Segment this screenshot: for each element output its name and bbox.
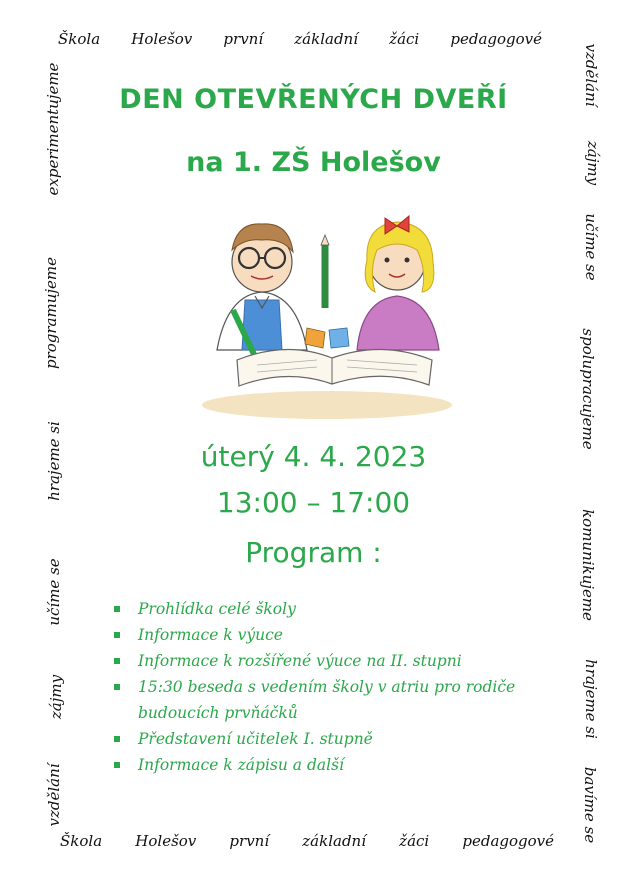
list-item: Prohlídka celé školy (112, 596, 542, 622)
border-bottom-words (60, 832, 554, 850)
border-word: zájmy (47, 674, 65, 720)
page-title: DEN OTEVŘENÝCH DVEŘÍ (119, 84, 508, 115)
border-word: základní (302, 832, 367, 850)
border-word: žáci (389, 30, 420, 48)
border-word: vzdělání (45, 763, 63, 827)
page-subtitle: na 1. ZŠ Holešov (186, 147, 441, 178)
border-word: komunikujeme (579, 509, 597, 621)
list-item: Informace k výuce (112, 622, 542, 648)
list-item: Informace k rozšířené výuce na II. stupni (112, 648, 542, 674)
children-reading-book-illustration (197, 200, 467, 425)
event-time: 13:00 – 17:00 (216, 486, 411, 519)
event-date: úterý 4. 4. 2023 (200, 440, 427, 473)
border-word: programujeme (42, 256, 60, 370)
border-word: bavíme se (581, 766, 599, 844)
border-word: zájmy (584, 140, 602, 186)
border-word: první (223, 30, 264, 48)
border-word: spolupracujeme (579, 328, 597, 450)
border-word: základní (294, 30, 359, 48)
border-word: hrajeme si (45, 421, 63, 501)
program-list (112, 596, 542, 778)
list-item: 15:30 beseda s vedením školy v atriu pro rodiče budoucích prvňáčků (112, 674, 542, 726)
border-word: učíme se (45, 558, 63, 626)
border-word: Škola (60, 832, 103, 850)
border-word: experimentujeme (44, 62, 62, 196)
border-top-words (58, 30, 542, 48)
border-word: pedagogové (450, 30, 542, 48)
border-word: Škola (58, 30, 101, 48)
border-word: žáci (399, 832, 430, 850)
border-word: vzdělání (582, 43, 600, 107)
list-item: Informace k zápisu a další (112, 752, 542, 778)
list-item: Představení učitelek I. stupně (112, 726, 542, 752)
border-word: učíme se (582, 213, 600, 281)
border-word: pedagogové (462, 832, 554, 850)
border-word: Holešov (135, 832, 197, 850)
program-heading: Program : (245, 536, 382, 569)
border-word: první (229, 832, 270, 850)
border-word: hrajeme si (582, 659, 600, 739)
border-word: Holešov (131, 30, 193, 48)
